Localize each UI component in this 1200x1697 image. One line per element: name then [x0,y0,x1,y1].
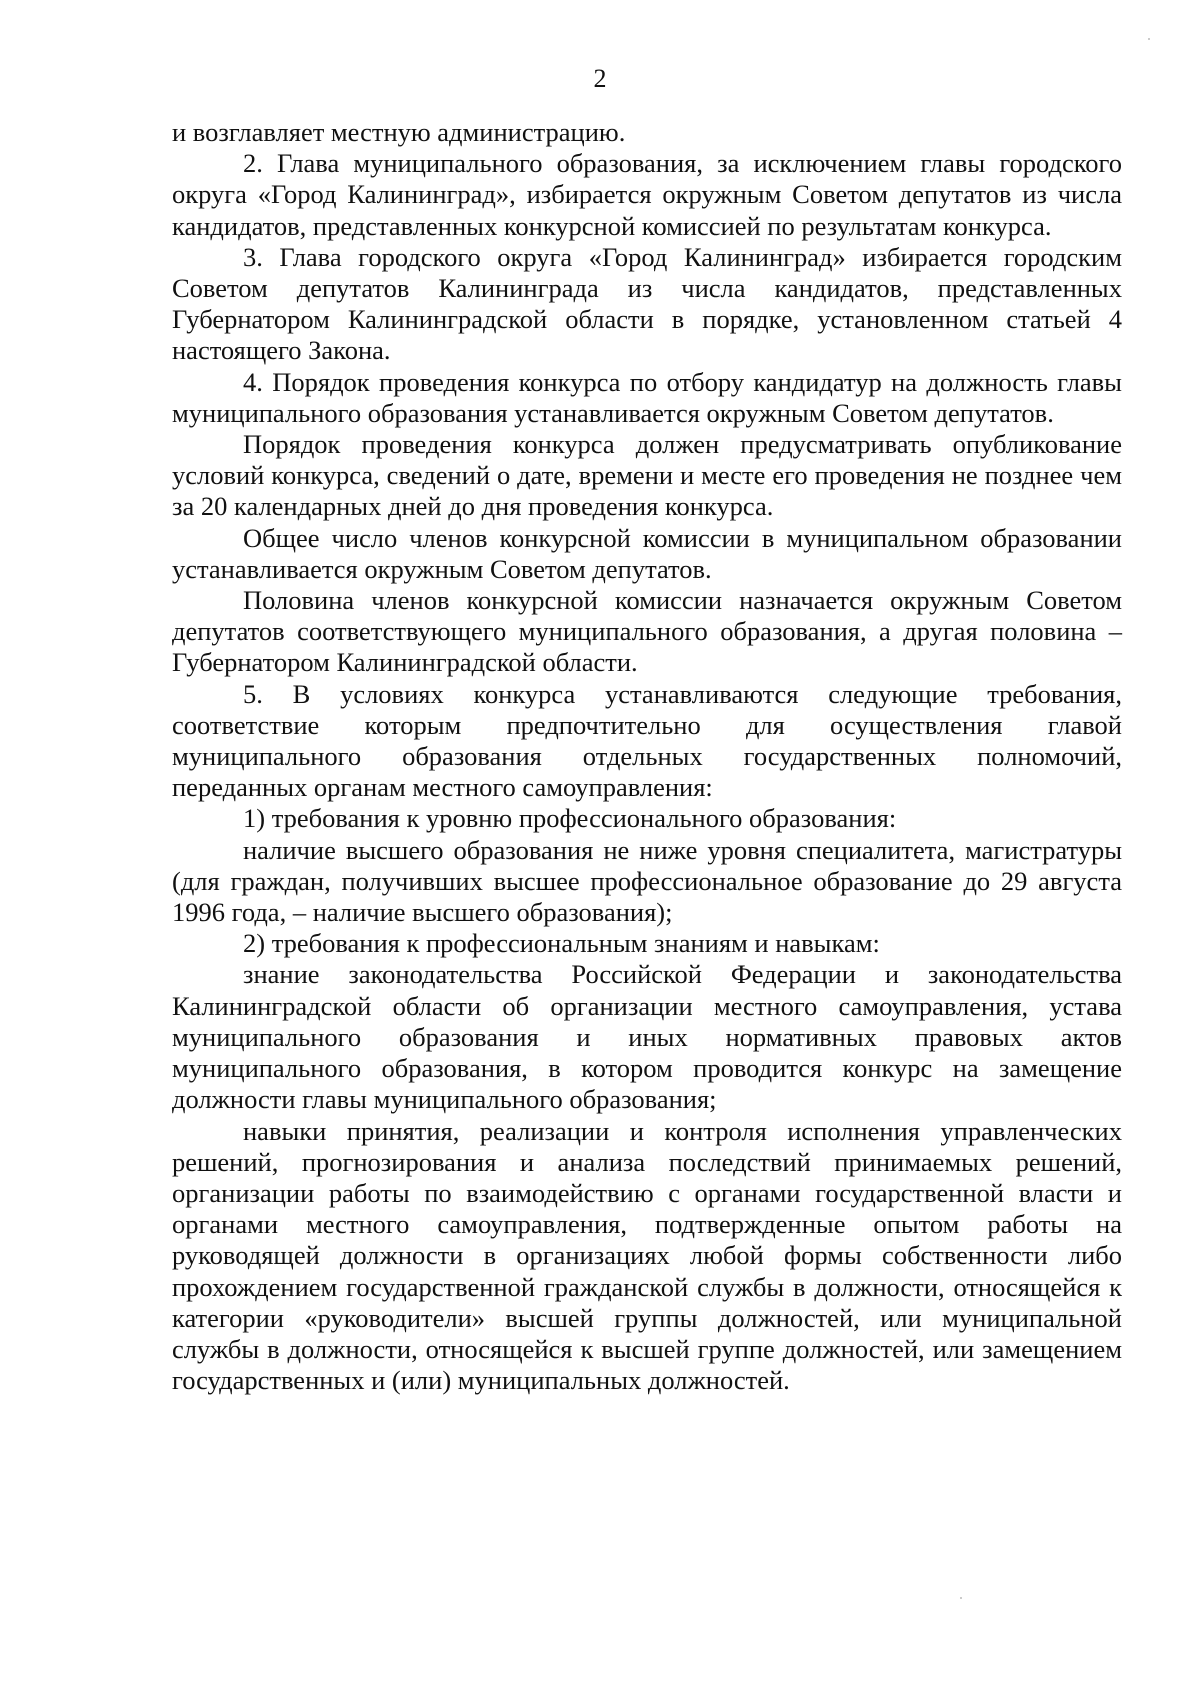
paragraph-skills-requirement: навыки принятия, реализации и контроля исполнения управленческих решений, прогнозирования и анализа последствий принимаемых решений, организации работы по взаимодействию с органами государственной власти и органами местного самоуправления, подтвержденные опытом работы на руководящей должности в организациях любой формы собственности либо прохождением государственной гражданской службы в должности, относящейся к категории «руководители» высшей группы должностей, или муниципальной службы в должности, относящейся к высшей группе должностей, или замещением государственных и (или) муниципальных должностей. [172,1115,1122,1396]
document-body [172,117,1122,1396]
paragraph-continuation: и возглавляет местную администрацию. [172,117,626,147]
paragraph-knowledge-requirement: знание законодательства Российской Федерации и законодательства Калининградской области об организации местного самоуправления, устава муниципального образования и иных нормативных правовых актов муниципального образования, в котором проводится конкурс на замещение должности главы муниципального образования; [172,959,1122,1115]
scan-speck [960,1597,962,1599]
paragraph-item-5: 5. В условиях конкурса устанавливаются следующие требования, соответствие которым предпочтительно для осуществления главой муниципального образования отдельных государственных полномочий, переданных органам местного самоуправления: [172,678,1122,803]
paragraph-subitem-2: 2) требования к профессиональным знаниям и навыкам: [243,928,880,959]
page-number: 2 [593,64,607,93]
paragraph-item-4: 4. Порядок проведения конкурса по отбору кандидатур на должность главы муниципального образования устанавливается окружным Советом депутатов. [172,366,1122,428]
paragraph-education-requirement: наличие высшего образования не ниже уровня специалитета, магистратуры (для граждан, получивших высшее профессиональное образование до 29 августа 1996 года, – наличие высшего образования); [172,834,1122,928]
paragraph-item-2: 2. Глава муниципального образования, за исключением главы городского округа «Город Калининград», избирается окружным Советом депутатов из числа кандидатов, представленных конкурсной комиссией по результатам конкурса. [172,148,1122,241]
paragraph-commission-size: Общее число членов конкурсной комиссии в муниципальном образовании устанавливается окружным Советом депутатов. [172,522,1122,584]
paragraph-item-3: 3. Глава городского округа «Город Калининград» избирается городским Советом депутатов Калининграда из числа кандидатов, представленных Губернатором Калининградской области в порядке, установленном статьей 4 настоящего Закона. [172,241,1122,366]
scan-speck [1148,38,1150,40]
paragraph-commission-appointment: Половина членов конкурсной комиссии назначается окружным Советом депутатов соответствующего муниципального образования, а другая половина – Губернатором Калининградской области. [172,585,1122,678]
paragraph-subitem-1: 1) требования к уровню профессионального образования: [243,803,897,834]
paragraph-contest-procedure: Порядок проведения конкурса должен предусматривать опубликование условий конкурса, сведений о дате, времени и месте его проведения не позднее чем за 20 календарных дней до дня проведения конкурса. [172,429,1122,522]
